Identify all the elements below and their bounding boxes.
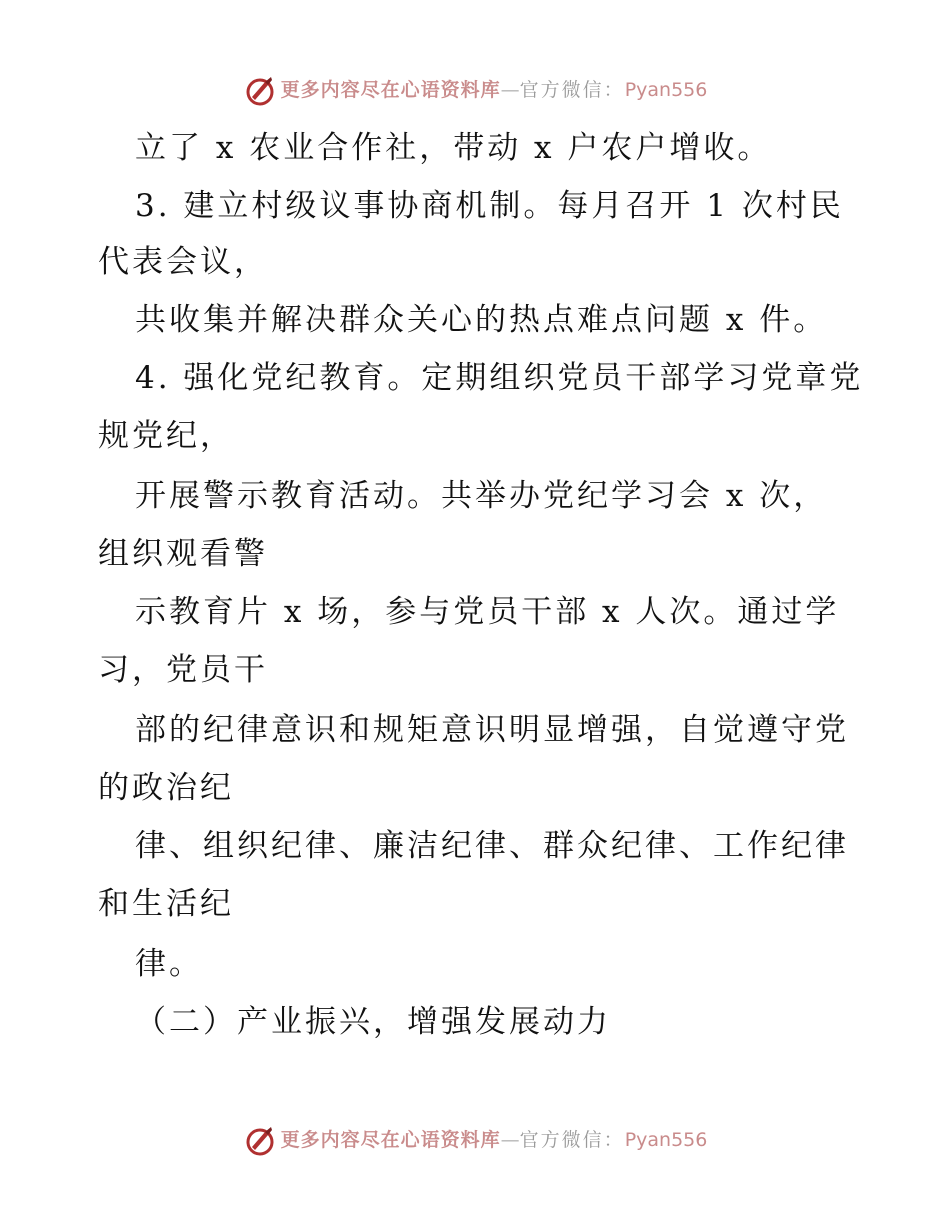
text-line: 律、组织纪律、廉洁纪律、群众纪律、工作纪律 — [135, 828, 849, 864]
watermark-dash: — — [500, 1129, 520, 1151]
section-heading: （二）产业振兴，增强发展动力 — [135, 1004, 611, 1040]
text-line: 4. 强化党纪教育。定期组织党员干部学习党章党 — [135, 360, 864, 396]
footer-watermark — [0, 1120, 950, 1160]
watermark-text: 更多内容尽在心语资料库 — [280, 1129, 501, 1151]
header-watermark — [0, 70, 950, 110]
text-line: 组织观看警 — [98, 536, 268, 572]
quill-logo-icon — [243, 1123, 277, 1157]
text-line: 共收集并解决群众关心的热点难点问题 x 件。 — [135, 302, 828, 338]
text-line: 开展警示教育活动。共举办党纪学习会 x 次， — [135, 478, 828, 514]
quill-logo-icon — [243, 73, 277, 107]
text-line: 3. 建立村级议事协商机制。每月召开 1 次村民 — [135, 188, 844, 224]
watermark-text: 更多内容尽在心语资料库 — [280, 79, 501, 101]
watermark-id: Pyan556 — [624, 1129, 708, 1151]
text-line: 部的纪律意识和规矩意识明显增强，自觉遵守党 — [135, 712, 849, 748]
text-line: 示教育片 x 场，参与党员干部 x 人次。通过学 — [135, 594, 840, 630]
watermark-label: 官方微信： — [519, 1129, 625, 1151]
watermark-id: Pyan556 — [624, 79, 708, 101]
text-line: 和生活纪 — [98, 886, 234, 922]
watermark-dash: — — [500, 79, 520, 101]
text-line: 的政治纪 — [98, 770, 234, 806]
text-line: 律。 — [135, 946, 203, 982]
text-line: 习，党员干 — [98, 652, 268, 688]
text-line: 规党纪， — [98, 418, 234, 454]
text-line: 立了 x 农业合作社，带动 x 户农户增收。 — [135, 130, 772, 166]
watermark-label: 官方微信： — [519, 79, 625, 101]
text-line: 代表会议， — [98, 244, 268, 280]
